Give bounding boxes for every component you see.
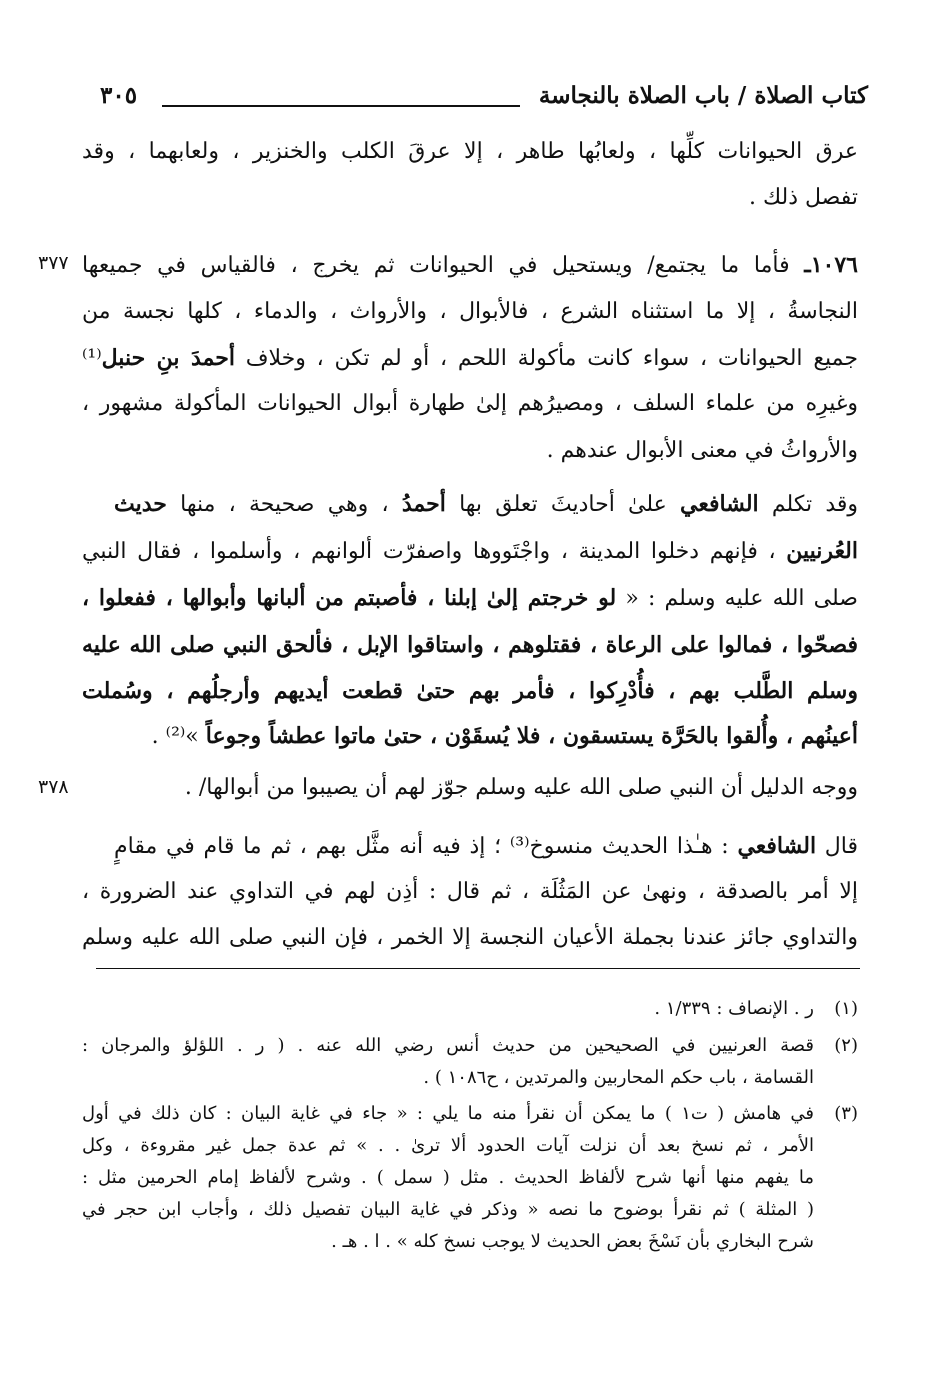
text-line: قال الشافعي : هـٰذا الحديث منسوخ⁽³⁾ ؛ إذ فيه أنه مثَّل بهم ، ثم ما قام في مقامٍ (114, 833, 858, 859)
footnote-line: شرح البخاري بأن نَسْخَ بعض الحديث لا يوجب نسخ كله » . ا . هـ . (331, 1231, 814, 1252)
text-line: وقد تكلم الشافعي علىٰ أحاديثَ تعلق بها أحمدُ ، وهي صحيحة ، منها حديث (114, 491, 858, 517)
text-line: وغيرِه من علماء السلف ، ومصيرُهم إلىٰ طهارة أبوال الحيوانات المأكولة مشهور ، (82, 391, 858, 416)
text-line: فصحّوا ، فمالوا على الرعاة ، فقتلوهم ، واستاقوا الإبل ، فألحق النبي صلى الله عليه (82, 632, 858, 658)
text-line: إلا أمر بالصدقة ، ونهىٰ عن المَثُلَة ، ثم قال : أذِن لهم في التداوي عند الضرورة ، (82, 879, 858, 904)
footnote-number: (١) (834, 998, 858, 1019)
footnote-line: ر . الإنصاف : ١/٣٣٩ . (654, 998, 814, 1019)
text-line: صلى الله عليه وسلم : « لو خرجتم إلىٰ إبلنا ، فأصبتم من ألبانها وأبوالها ، ففعلوا ، (82, 585, 858, 611)
footnote-line: في هامش ( ت١ ) ما يمكن أن نقرأ منه ما يلي : « جاء في غاية البيان : كان ذلك في أول (82, 1103, 814, 1124)
footnote-separator (96, 968, 860, 969)
margin-folio-number: ٣٧٧ (38, 252, 69, 274)
text-line: والتداوي جائز عندنا بجملة الأعيان النجسة إلا الخمر ، فإن النبي صلى الله عليه وسلم (82, 925, 858, 950)
footnote-line: ( المثلة ) ثم نقرأ بوضوح ما نصه « وذكر في غاية البيان تفصيل ذلك ، وأجاب ابن حجر في (82, 1199, 814, 1220)
footnote-line: ما يفهم منها أنها شرح لألفاظ الحديث . مثل ( سمل ) . وشرح لألفاظ إمام الحرمين مثل : (82, 1167, 814, 1188)
text-line: تفصل ذلك . (748, 185, 858, 210)
paragraph-number: ١٠٧٦ـ (804, 252, 858, 278)
text-line: ١٠٧٦ـ فأما ما يجتمع/ ويستحيل في الحيوانات ثم يخرج ، فالقياس في جميعها (82, 252, 858, 278)
text-line: جميع الحيوانات ، سواء كانت مأكولة اللحم ، أو لم تكن ، وخلاف أحمدَ بنِ حنبل⁽¹⁾ (82, 345, 858, 371)
text-line: ووجه الدليل أن النبي صلى الله عليه وسلم جوّز لهم أن يصيبوا من أبوالها/ . (184, 775, 858, 800)
text-line: العُرنيين ، فإنهم دخلوا المدينة ، واجْتَووها واصفرّت ألوانهم ، وأسلموا ، فقال النبي (82, 538, 858, 564)
footnote-line: القسامة ، باب حكم المحاربين والمرتدين ، ح١٠٨٦ ) . (423, 1067, 814, 1088)
text-line: عرق الحيوانات كلِّها ، ولعابُها طاهر ، إلا عرقَ الكلب والخنزير ، ولعابهما ، وقد (82, 139, 858, 164)
text-line: أعينُهم ، وأُلقوا بالحَرَّة يستسقون ، فلا يُسقَوْن ، حتىٰ ماتوا عطشاً وجوعاً »⁽²⁾ . (151, 723, 858, 749)
text-line: النجاسةُ ، إلا ما استثناه الشرع ، فالأبوال ، والأرواث ، والدماء ، كلها نجسة من (82, 299, 858, 324)
margin-folio-number: ٣٧٨ (38, 776, 69, 798)
footnote-number: (٢) (834, 1035, 858, 1056)
chapter-title: كتاب الصلاة / باب الصلاة بالنجاسة (538, 82, 868, 109)
page-number: ٣٠٥ (100, 82, 138, 109)
footnote-line: الأمر ، ثم نسخ بعد أن نزلت آيات الحدود ألا ترىٰ . . » ثم عدة جمل غير مقروءة ، وكل (82, 1135, 814, 1156)
text-line: والأرواثُ في معنى الأبوال عندهم . (546, 438, 858, 463)
footnote-number: (٣) (834, 1103, 858, 1124)
header-rule (162, 105, 520, 107)
footnote-line: قصة العرنيين في الصحيحين من حديث أنس رضي الله عنه . ( ر . اللؤلؤ والمرجان : (82, 1035, 814, 1056)
running-header (100, 82, 868, 122)
text-line: وسلم الطَّلب بهم ، فأُدْرِكوا ، فأمر بهم حتىٰ قطعت أيديهم وأرجلُهم ، وسُملت (82, 678, 858, 704)
